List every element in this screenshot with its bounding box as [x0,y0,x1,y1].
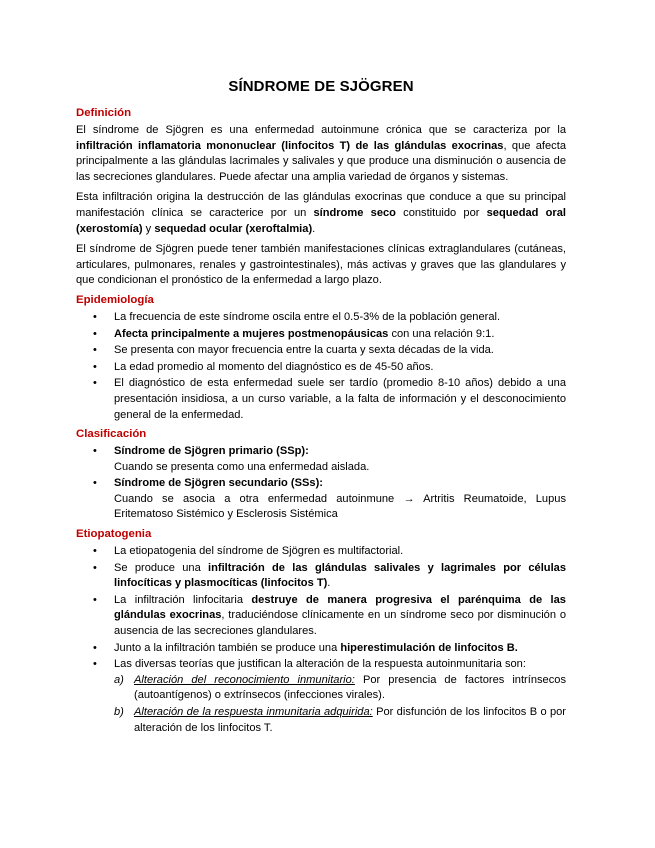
bullet-icon: • [93,310,97,323]
sublist-item-b: b) Alteración de la respuesta inmunitaria adquirida: Por disfunción de los linfocitos B o por alteración de los linfocitos T. [114,706,566,734]
definicion-paragraph-2: Esta infiltración origina la destrucción de las glándulas exocrinas que conduce a que su principal manifestación clínica se caracterice por un síndrome seco constituido por sequedad oral (xerostomía) y sequedad ocular (xeroftalmia). [76,191,566,235]
heading-epidemiologia: Epidemiología [76,293,154,306]
epidemiologia-list [76,310,566,423]
list-item: • Síndrome de Sjögren secundario (SSs): Cuando se asocia a otra enfermedad autoinmune → Artritis Reumatoide, Lupus Eritematoso Sistémico y Esclerosis Sistémica [93,477,566,521]
list-item: • Síndrome de Sjögren primario (SSp): Cuando se presenta como una enfermedad aislada. [93,445,370,473]
bullet-icon: • [93,477,97,490]
list-item: • El diagnóstico de esta enfermedad suele ser tardío (promedio 8-10 años) debido a una presentación insidiosa, a un curso variable, a la falta de información y el desconocimiento general de la enfermedad. [93,377,566,421]
definicion-paragraph-1: El síndrome de Sjögren es una enfermedad autoinmune crónica que se caracteriza por la infiltración inflamatoria mononuclear (linfocitos T) de las glándulas exocrinas, que afecta principalmente a las glándulas lacrimales y salivales y que produce una disminución o ausencia de las secreciones glandulares. Puede afectar una amplia variedad de órganos y sistemas. [76,124,566,183]
bullet-icon: • [93,593,97,606]
heading-clasificacion: Clasificación [76,428,147,441]
bullet-icon: • [93,658,97,671]
bullet-icon: • [93,641,97,654]
list-item: • La edad promedio al momento del diagnóstico es de 45-50 años. [76,360,566,376]
page-title: SÍNDROME DE SJÖGREN [228,78,414,95]
etiopatogenia-list [76,544,566,736]
list-item: • Se presenta con mayor frecuencia entre la cuarta y sexta décadas de la vida. [76,343,566,359]
heading-definicion: Definición [76,107,132,119]
bullet-icon: • [93,545,97,558]
bullet-icon: • [93,344,97,357]
list-item: • La frecuencia de este síndrome oscila entre el 0.5-3% de la población general. [76,310,566,326]
bullet-icon: • [93,561,97,574]
definicion-paragraph-3: El síndrome de Sjögren puede tener también manifestaciones clínicas extraglandulares (cutáneas, articulares, pulmonares, renales y gastrointestinales), más activas y graves que las glandulares y que condicionan el pronóstico de la enfermedad a largo plazo. [76,243,566,287]
clasificacion-list [76,444,566,523]
bullet-icon: • [93,445,97,458]
sublist-item-a: a) Alteración del reconocimiento inmunitario: Por presencia de factores intrínsecos (autoantígenos) o extrínsecos (infecciones virales). [114,673,566,702]
theories-sublist [114,673,566,736]
list-item: • Junto a la infiltración también se produce una hiperestimulación de linfocitos B. [76,641,566,657]
heading-etiopatogenia: Etiopatogenia [76,528,152,541]
bullet-icon: • [93,327,97,340]
list-item: • Afecta principalmente a mujeres postmenopáusicas con una relación 9:1. [76,327,566,343]
list-item: • Se produce una infiltración de las glándulas salivales y lagrimales por células linfocíticas y plasmocíticas (linfocitos T). [93,561,566,590]
list-item: • La etiopatogenia del síndrome de Sjögren es multifactorial. [76,544,566,560]
list-item: • Las diversas teorías que justifican la alteración de la respuesta autoinmunitaria son: a) Alteración del reconocimiento inmunitario: Por presencia de factores intrínsecos (autoantígenos) o extrínsecos (infecciones virales). b) Alteración de la respuesta inmunitaria adquirida: Por disfunción de los linfocitos B o por alteración de los linfocitos T. [76,657,566,736]
bullet-icon: • [93,360,97,373]
bullet-icon: • [93,377,97,390]
list-item: • La infiltración linfocitaria destruye de manera progresiva el parénquima de las glándulas exocrinas, traduciéndose clínicamente en un síndrome seco por disminución o ausencia de las secreciones glandulares. [93,593,566,638]
